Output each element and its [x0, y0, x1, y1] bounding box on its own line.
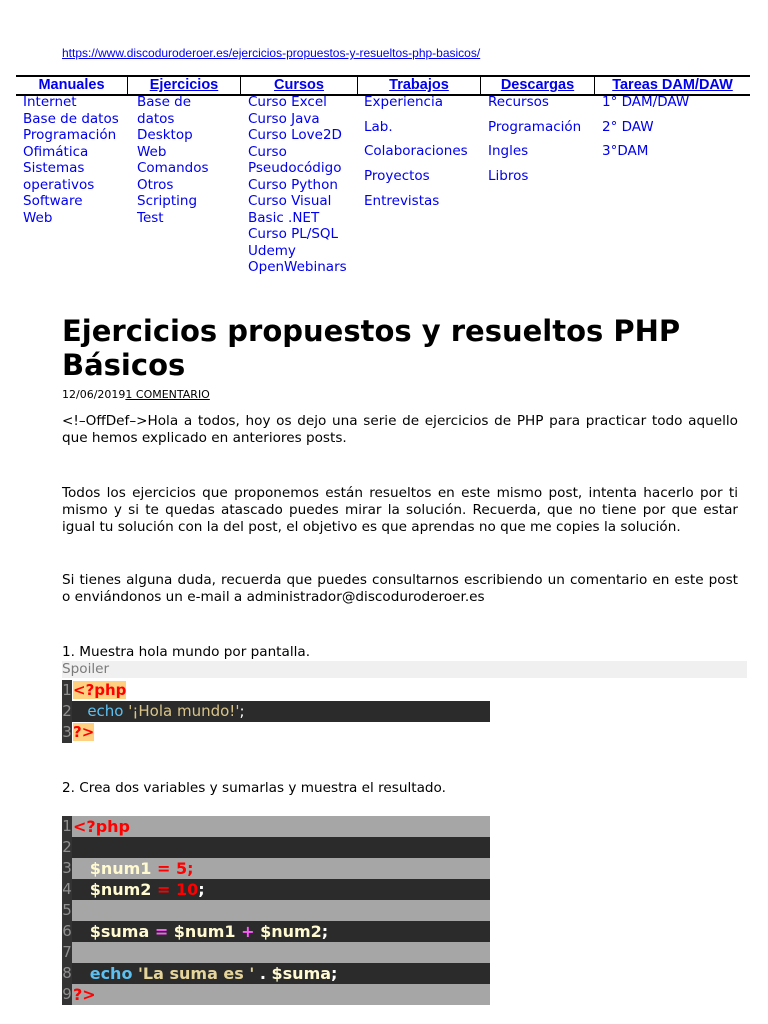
line-number: 5 — [62, 901, 72, 919]
nav-link[interactable]: Proyectos — [364, 168, 430, 185]
intro-paragraph: <!–OffDef–>Hola a todos, hoy os dejo una serie de ejercicios de PHP para practicar todo aquello que hemos explicado en anteriores posts. — [62, 413, 738, 446]
code-text — [72, 900, 490, 921]
line-number: 3 — [62, 859, 72, 877]
code-line — [62, 858, 490, 879]
nav-link[interactable]: Recursos — [488, 94, 549, 110]
nav-link[interactable]: 1° DAM/DAW — [602, 94, 690, 110]
line-number: 1 — [62, 817, 72, 835]
nav-link[interactable]: Entrevistas — [364, 192, 440, 209]
variable-num1: $num1 — [173, 922, 236, 941]
code-line — [62, 879, 490, 900]
nav-link[interactable]: Curso PL/SQL — [248, 226, 339, 242]
semicolon: ; — [198, 880, 205, 899]
code-text — [72, 837, 490, 858]
code-line — [62, 680, 490, 701]
code-line — [62, 921, 490, 942]
code-line — [62, 963, 490, 984]
php-close-tag: ?> — [73, 985, 96, 1004]
assign-operator: = — [157, 880, 171, 899]
nav-column-manuales — [23, 94, 119, 226]
php-close-tag: ?> — [73, 723, 95, 741]
line-number: 2 — [62, 838, 72, 856]
code-text — [72, 680, 490, 701]
concat-operator: . — [259, 964, 266, 983]
nav-link[interactable]: Curso Python — [248, 176, 338, 193]
nav-link[interactable]: Comandos — [137, 160, 209, 176]
php-open-tag: <?php — [73, 817, 130, 836]
nav-link[interactable]: Experiencia — [364, 94, 444, 110]
assign-operator: = — [154, 922, 169, 941]
semicolon: ; — [331, 964, 338, 983]
nav-link[interactable]: Programación — [488, 118, 582, 135]
code-text — [72, 984, 490, 1005]
post-date: 12/06/2019 — [62, 388, 126, 401]
line-number: 1 — [62, 681, 72, 699]
semicolon: ; — [321, 922, 329, 941]
source-url-link[interactable]: https://www.discoduroderoer.es/ejercicios-propuestos-y-resueltos-php-basicos/ — [62, 46, 481, 60]
nav-link[interactable]: datos — [137, 110, 175, 127]
spoiler-toggle[interactable]: Spoiler — [62, 661, 747, 678]
nav-link[interactable]: Basic .NET — [248, 209, 320, 226]
nav-link[interactable]: Programación — [23, 127, 117, 143]
nav-link[interactable]: Scripting — [137, 193, 198, 209]
code-block-exercise-2 — [62, 816, 490, 1005]
nav-link[interactable]: OpenWebinars — [248, 259, 347, 275]
code-text — [72, 722, 490, 743]
nav-link[interactable]: 3°DAM — [602, 143, 649, 160]
nav-link[interactable]: Lab. — [364, 118, 393, 135]
nav-link[interactable]: Base de datos — [23, 110, 119, 127]
code-line — [62, 816, 490, 837]
variable-suma: $suma — [89, 922, 150, 941]
nav-column-cursos — [248, 94, 347, 276]
semicolon: ; — [187, 859, 194, 878]
nav-link[interactable]: Curso — [248, 143, 287, 160]
semicolon: ; — [239, 702, 245, 720]
code-text — [72, 942, 490, 963]
nav-column-tareas — [602, 90, 689, 164]
code-block-exercise-1 — [62, 680, 490, 743]
code-line — [62, 837, 490, 858]
exercise-1-title: 1. Muestra hola mundo por pantalla. — [62, 644, 311, 660]
comments-link[interactable]: 1 COMENTARIO — [125, 388, 210, 401]
nav-link[interactable]: Software — [23, 193, 83, 209]
code-text — [72, 879, 490, 900]
code-text — [72, 816, 490, 837]
string-literal: '¡Hola mundo!' — [128, 702, 240, 720]
contact-paragraph: Si tienes alguna duda, recuerda que puedes consultarnos escribiendo un comentario en este post o enviándonos un e-mail a administrador@discoduroderoer.es — [62, 572, 738, 605]
number-literal: 5 — [176, 859, 188, 878]
assign-operator: = — [157, 859, 171, 878]
nav-link[interactable]: Otros — [137, 176, 174, 193]
nav-link[interactable]: Curso Java — [248, 110, 320, 127]
line-number: 4 — [62, 880, 72, 898]
instructions-paragraph: Todos los ejercicios que proponemos están resueltos en este mismo post, intenta hacerlo por ti mismo y si te quedas atascado puedes mirar la solución. Recuerda, que no tiene por que estar igual tu solución con la del post, el objetivo es que aprendas no que me copies la solución. — [62, 485, 738, 535]
nav-link[interactable]: 2° DAW — [602, 118, 654, 135]
nav-link[interactable]: Sistemas — [23, 160, 85, 176]
variable-num1: $num1 — [89, 859, 152, 878]
line-number: 3 — [62, 723, 72, 741]
nav-header-manuales[interactable]: Manuales — [38, 77, 105, 93]
nav-link[interactable]: Curso Visual — [248, 193, 332, 209]
nav-column-ejercicios — [137, 94, 209, 226]
nav-header-trabajos[interactable]: Trabajos — [389, 77, 449, 93]
variable-num2: $num2 — [260, 922, 322, 941]
nav-header-cursos[interactable]: Cursos — [274, 77, 324, 93]
nav-link[interactable]: Curso Excel — [248, 94, 327, 110]
nav-link[interactable]: operativos — [23, 176, 95, 193]
line-number: 6 — [62, 922, 72, 940]
line-number: 8 — [62, 964, 72, 982]
code-line — [62, 701, 490, 722]
keyword-echo: echo — [89, 964, 133, 983]
nav-link[interactable]: Test — [137, 209, 164, 226]
code-line — [62, 984, 490, 1005]
code-line — [62, 942, 490, 963]
nav-link[interactable]: Base de — [137, 94, 192, 110]
code-text — [72, 963, 490, 984]
line-number: 7 — [62, 943, 72, 961]
nav-link[interactable]: Curso Love2D — [248, 127, 342, 143]
nav-link[interactable]: Colaboraciones — [364, 143, 468, 160]
nav-header-tareas[interactable]: Tareas DAM/DAW — [612, 77, 733, 93]
php-open-tag: <?php — [73, 681, 127, 699]
exercise-2-title: 2. Crea dos variables y sumarlas y muestra el resultado. — [62, 780, 446, 796]
line-number: 2 — [62, 702, 72, 720]
nav-link[interactable]: Web — [23, 209, 53, 226]
post-meta — [62, 388, 210, 401]
nav-link[interactable]: Ingles — [488, 143, 529, 160]
code-line — [62, 722, 490, 743]
plus-operator: + — [241, 922, 255, 941]
nav-link[interactable]: Pseudocódigo — [248, 160, 342, 176]
code-text — [72, 701, 490, 722]
nav-header-ejercicios[interactable]: Ejercicios — [149, 77, 219, 93]
nav-header-descargas[interactable]: Descargas — [500, 77, 575, 93]
page-title: Ejercicios propuestos y resueltos PHP Básicos — [62, 314, 681, 382]
code-line — [62, 900, 490, 921]
nav-column-descargas — [488, 90, 581, 189]
variable-suma: $suma — [271, 964, 332, 983]
keyword-echo: echo — [87, 702, 124, 720]
variable-num2: $num2 — [89, 880, 152, 899]
nav-column-trabajos — [364, 90, 468, 214]
code-text — [72, 921, 490, 942]
nav-link[interactable]: Ofimática — [23, 143, 89, 160]
nav-link[interactable]: Web — [137, 143, 167, 160]
number-literal: 10 — [176, 880, 199, 899]
string-literal: 'La suma es ' — [138, 964, 255, 983]
nav-link[interactable]: Libros — [488, 168, 529, 185]
nav-link[interactable]: Udemy — [248, 242, 296, 259]
code-text — [72, 858, 490, 879]
nav-link[interactable]: Desktop — [137, 127, 193, 143]
line-number: 9 — [62, 985, 72, 1003]
nav-link[interactable]: Internet — [23, 94, 77, 110]
